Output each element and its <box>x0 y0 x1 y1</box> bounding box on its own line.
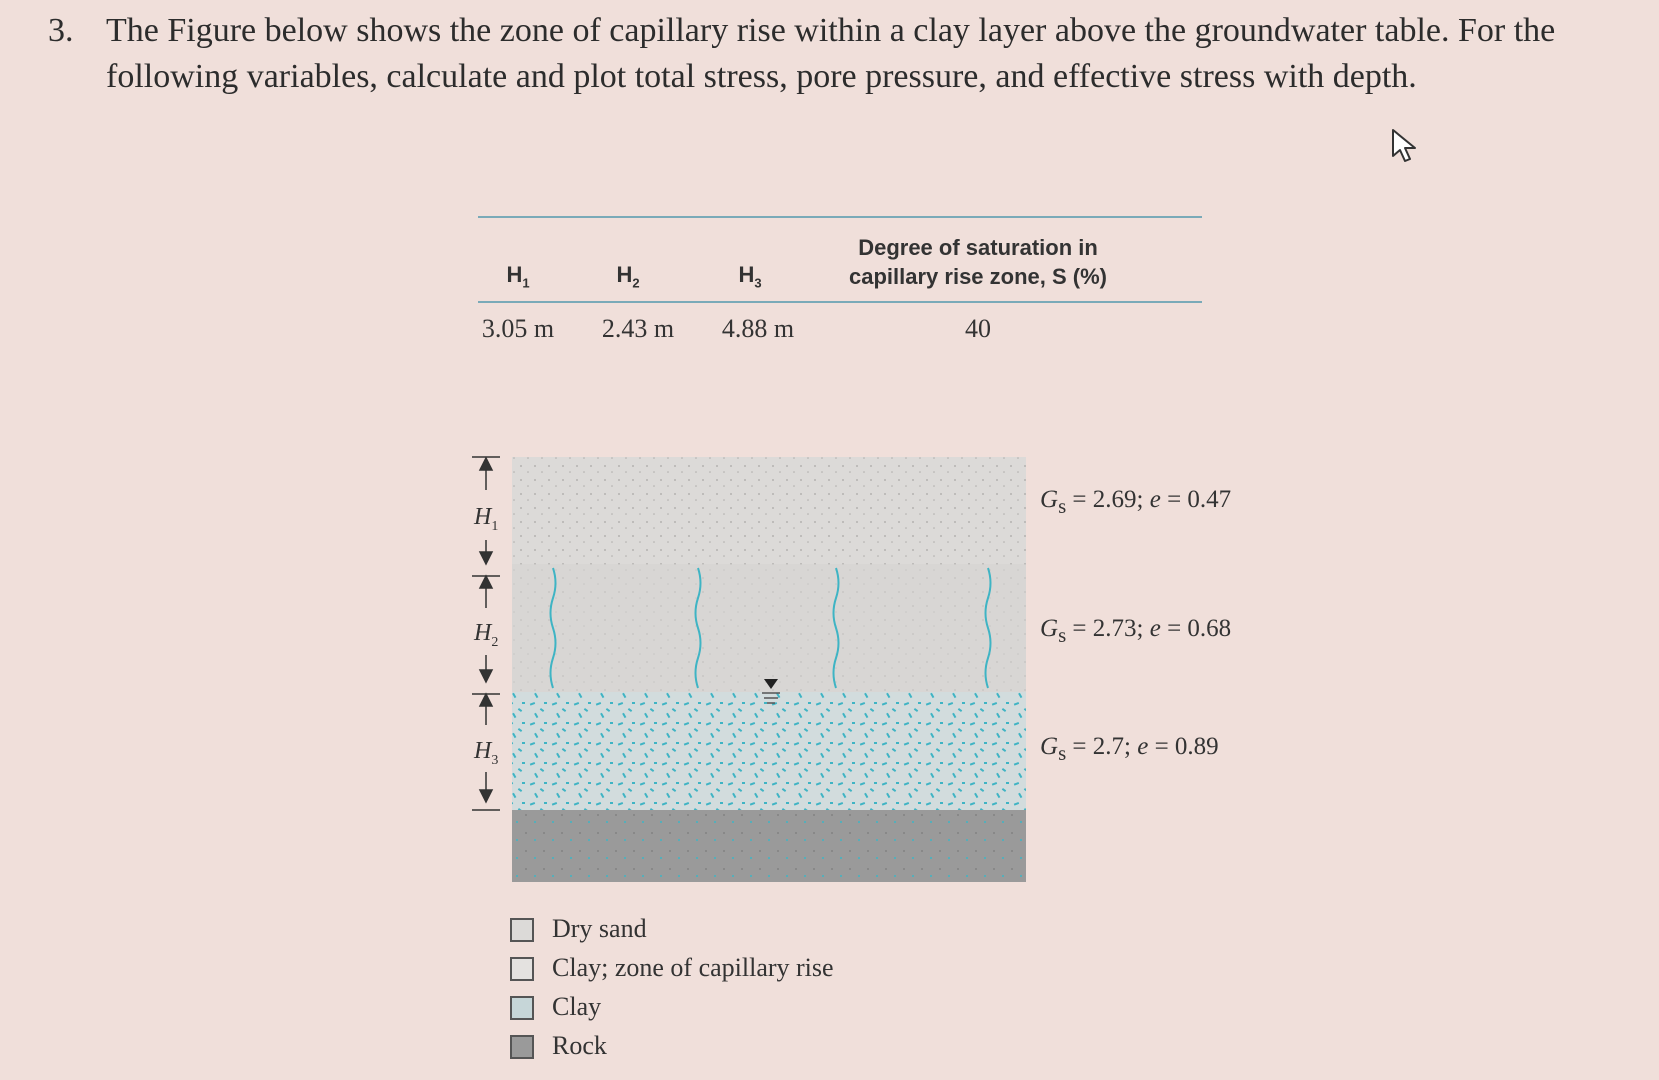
layer-capillary-zone <box>512 564 1026 692</box>
value-saturation: 40 <box>965 314 991 343</box>
table-top-rule <box>478 216 1202 218</box>
header-h1: $H_1$ <box>506 262 530 291</box>
legend-item-dry-sand: Dry sand <box>510 914 910 950</box>
legend-swatch-rock <box>510 1035 534 1059</box>
header-h2: $H_2$ <box>616 262 640 291</box>
label-dry-sand-properties: $G_s = 2.69$; e = 0.47 <box>1040 486 1232 518</box>
header-saturation: Degree of saturation in capillary rise zone, S (%) <box>849 235 1107 289</box>
label-capillary-properties: $G_s = 2.73$; e = 0.68 <box>1040 615 1232 647</box>
legend-item-clay: Clay <box>510 992 910 1028</box>
dim-label-h1: $H_1$ <box>474 504 499 534</box>
legend-item-capillary: Clay; zone of capillary rise <box>510 953 910 989</box>
problem-text: The Figure below shows the zone of capillary rise within a clay layer above the groundwater table. For the following variables, calculate and plot total stress, pore pressure, and effective stress with depth. <box>106 12 1556 95</box>
dim-label-h3: $H_3$ <box>474 738 499 768</box>
table-header-rule <box>478 301 1202 303</box>
legend-swatch-capillary <box>510 957 534 981</box>
legend-item-rock: Rock <box>510 1031 910 1067</box>
layer-clay <box>512 692 1026 810</box>
label-clay-properties: $G_s = 2.7$; e = 0.89 <box>1040 733 1219 765</box>
legend-swatch-clay <box>510 996 534 1020</box>
layer-rock <box>512 810 1026 882</box>
problem-statement <box>48 8 1608 100</box>
dim-label-h2: $H_2$ <box>474 620 499 650</box>
problem-number: 3. <box>48 12 74 49</box>
water-table-icon <box>762 679 780 703</box>
capillary-lines <box>551 568 991 688</box>
mouse-cursor-icon <box>1390 128 1424 164</box>
value-h3: 4.88 m <box>721 314 795 343</box>
value-h1: 3.05 m <box>481 314 555 343</box>
value-h2: 2.43 m <box>601 314 675 343</box>
layer-dry-sand <box>512 457 1026 692</box>
header-h3: $H_3$ <box>738 262 762 291</box>
legend-swatch-dry-sand <box>510 918 534 942</box>
